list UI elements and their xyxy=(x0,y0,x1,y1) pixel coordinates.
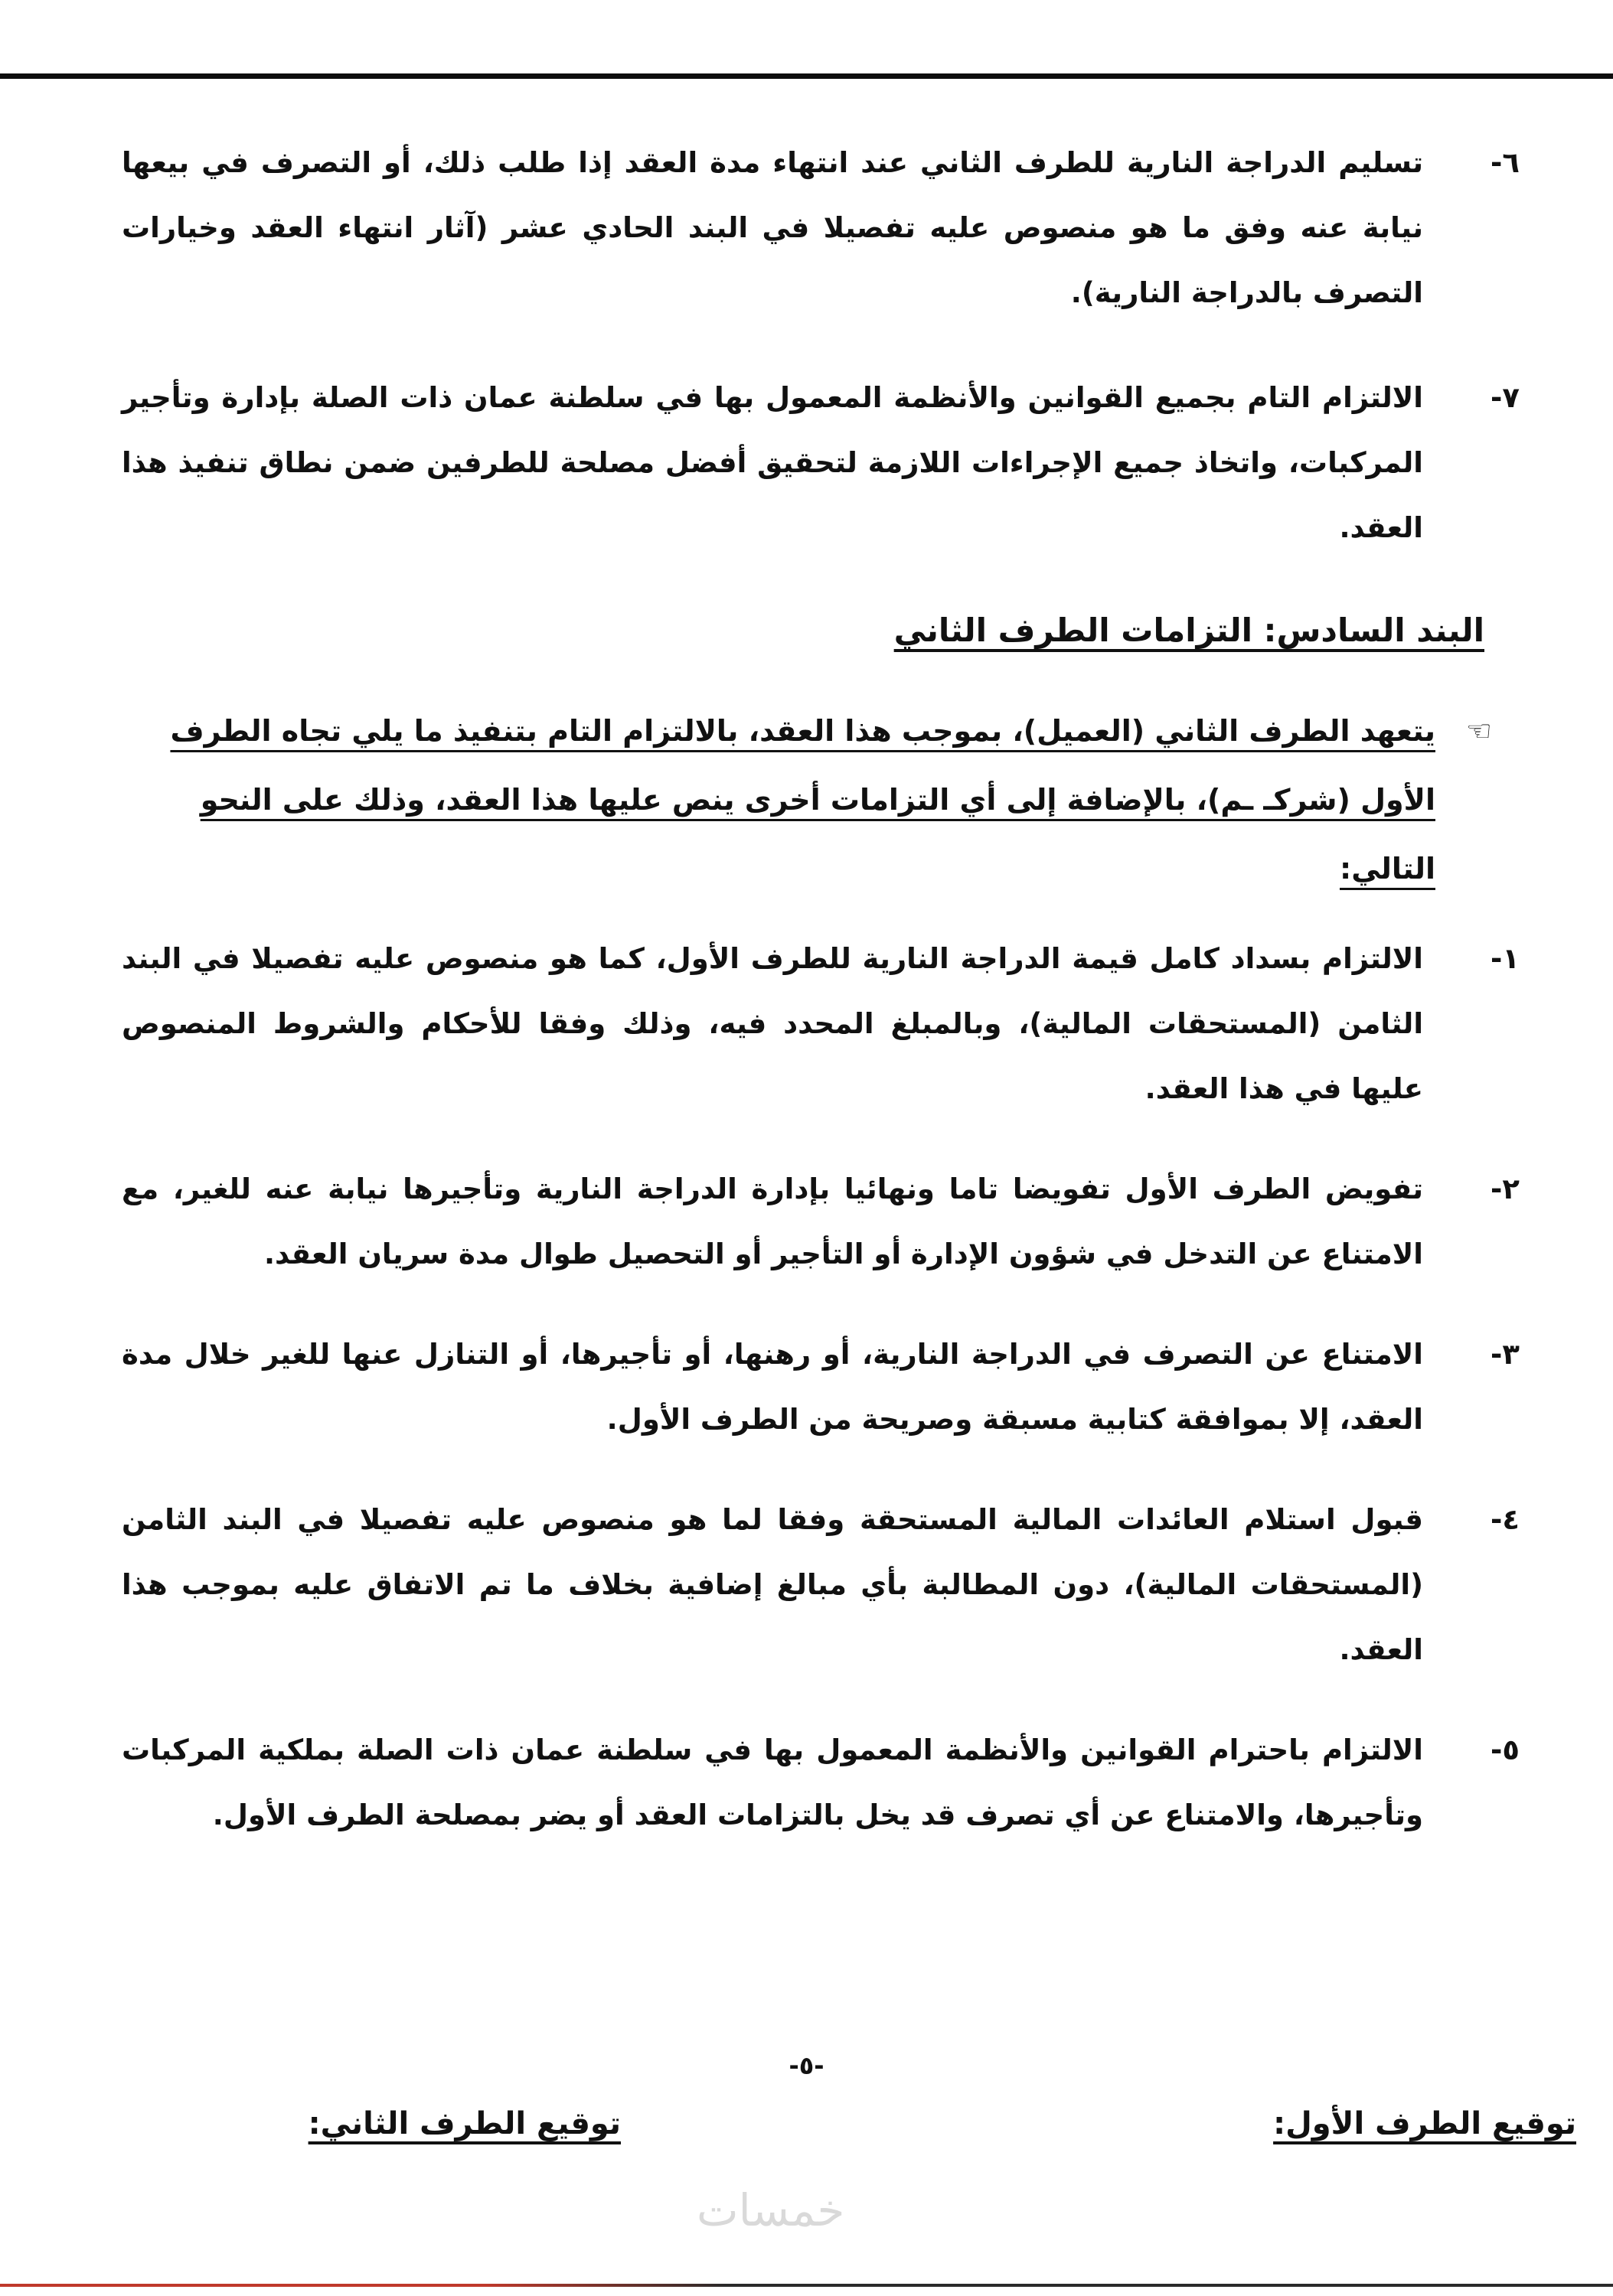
clause-text: قبول استلام العائدات المالية المستحقة وفقا لما هو منصوص عليه تفصيلا في البند الثامن (المستحقات المالية)، دون المطالبة بأي مبالغ إضافية بخلاف ما تم الاتفاق عليه بموجب هذا العقد. xyxy=(122,1503,1423,1666)
obligations-list xyxy=(122,926,1520,1848)
section-heading: البند السادس: التزامات الطرف الثاني xyxy=(893,612,1484,649)
clause-text: تسليم الدراجة النارية للطرف الثاني عند انتهاء مدة العقد إذا طلب ذلك، أو التصرف في بيعها نيابة عنه وفق ما هو منصوص عليه تفصيلا في البند الحادي عشر (آثار انتهاء العقد وخيارات التصرف بالدراجة النارية). xyxy=(122,146,1423,309)
clause-text: الالتزام بسداد كامل قيمة الدراجة النارية للطرف الأول، كما هو منصوص عليه تفصيلا في البند الثامن (المستحقات المالية)، وبالمبلغ المحدد فيه، وذلك وفقا للأحكام والشروط المنصوص عليها في هذا العقد. xyxy=(122,942,1423,1105)
document-body xyxy=(122,130,1520,1883)
first-party-signature-label: توقيع الطرف الأول: xyxy=(1273,2106,1576,2141)
clause-item xyxy=(122,1717,1520,1848)
clause-text: الالتزام باحترام القوانين والأنظمة المعمول بها في سلطنة عمان ذات الصلة بملكية المركبات وتأجيرها، والامتناع عن أي تصرف قد يخل بالتزامات العقد أو يضر بمصلحة الطرف الأول. xyxy=(122,1733,1423,1831)
clause-text: تفويض الطرف الأول تفويضا تاما ونهائيا بإدارة الدراجة النارية وتأجيرها نيابة عنه للغير، مع الامتناع عن التدخل في شؤون الإدارة أو التأجير أو التحصيل طوال مدة سريان العقد. xyxy=(122,1172,1423,1270)
clause-number: ٤- xyxy=(1491,1503,1520,1536)
clause-item xyxy=(122,130,1520,325)
clause-number: ٥- xyxy=(1491,1733,1520,1766)
clause-item xyxy=(122,1487,1520,1682)
clause-item xyxy=(122,365,1520,560)
clause-item xyxy=(122,1322,1520,1452)
page-number: -٥- xyxy=(789,2051,824,2080)
section-intro-text: يتعهد الطرف الثاني (العميل)، بموجب هذا العقد، بالالتزام التام بتنفيذ ما يلي تجاه الطرف الأول (شركـ ـم)، بالإضافة إلى أي التزامات أخرى ينص عليها هذا العقد، وذلك على النحو التالي: xyxy=(170,714,1435,885)
clause-text: الامتناع عن التصرف في الدراجة النارية، أو رهنها، أو تأجيرها، أو التنازل عنها للغير خلال مدة العقد، إلا بموافقة كتابية مسبقة وصريحة من الطرف الأول. xyxy=(122,1338,1423,1436)
clause-text: الالتزام التام بجميع القوانين والأنظمة المعمول بها في سلطنة عمان ذات الصلة بإدارة وتأجير المركبات، واتخاذ جميع الإجراءات اللازمة لتحقيق أفضل مصلحة للطرفين ضمن نطاق تنفيذ هذا العقد. xyxy=(122,381,1423,544)
clause-number: ١- xyxy=(1491,942,1520,975)
pointing-hand-icon: ☜ xyxy=(1465,714,1492,748)
clause-number: ٦- xyxy=(1491,146,1520,179)
top-divider xyxy=(0,73,1613,79)
section-intro xyxy=(134,696,1492,903)
clause-number: ٧- xyxy=(1491,381,1520,414)
watermark-logo: خمسات xyxy=(697,2184,845,2236)
second-party-signature-label: توقيع الطرف الثاني: xyxy=(308,2106,621,2141)
clause-item xyxy=(122,1156,1520,1287)
clause-item xyxy=(122,926,1520,1121)
bottom-divider xyxy=(0,2284,1613,2287)
clause-number: ٣- xyxy=(1491,1338,1520,1371)
clause-number: ٢- xyxy=(1491,1172,1520,1205)
